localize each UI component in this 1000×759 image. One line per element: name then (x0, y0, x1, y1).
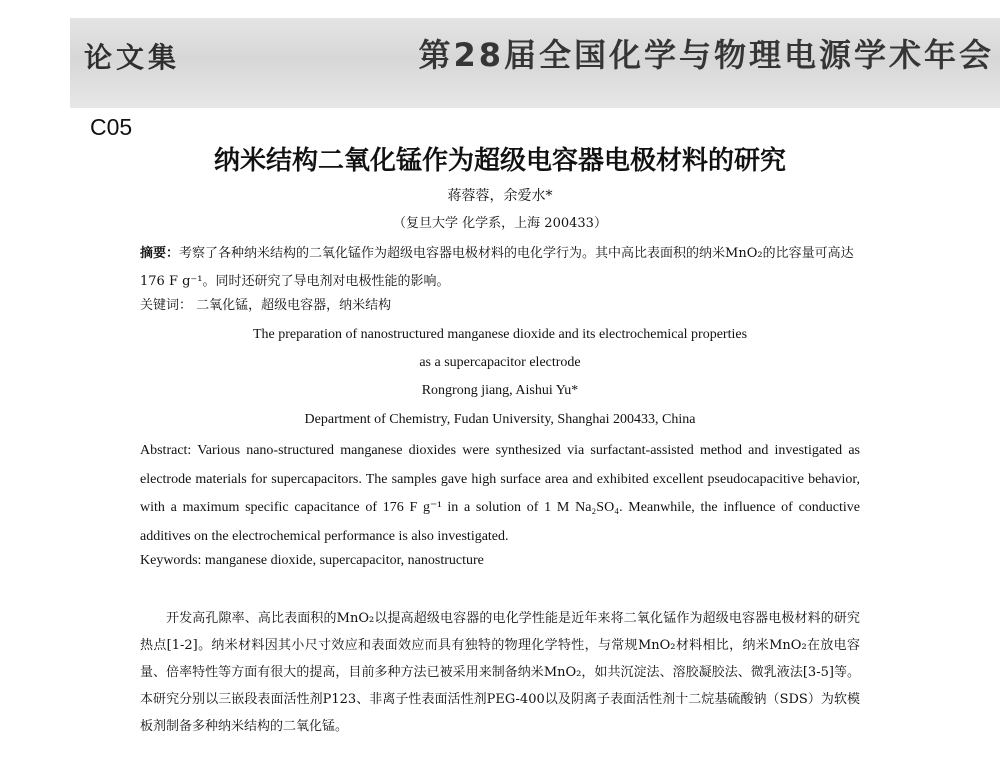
paper-title-en-line2: as a supercapacitor electrode (419, 355, 581, 370)
abstract-en: Abstract: Various nano-structured manganese dioxides were synthesized via surfactant-assisted method and investigated as electrode materials for supercapacitors. The samples gave high surface area and exhibited excellent pseudocapacitive behavior, with a maximum specific capacitance of 176 F g⁻¹ in a solution of 1 M Na₂SO₄. Meanwhile, the influence of conductive additives on the electrochemical performance is also investigated. (140, 443, 860, 544)
paper-code: C05 (90, 114, 133, 140)
paper-title-cn: 纳米结构二氧化锰作为超级电容器电极材料的研究 (213, 146, 786, 176)
abstract-cn-text: 考察了各种纳米结构的二氧化锰作为超级电容器电极材料的电化学行为。其中高比表面积的纳米MnO₂的比容量可高达176 F g⁻¹。同时还研究了导电剂对电极性能的影响。 (140, 246, 854, 289)
conference-title: 第28届全国化学与物理电源学术年会 (418, 36, 994, 74)
affiliation-cn: （复旦大学 化学系，上海 200433） (393, 216, 607, 231)
authors-cn: 蒋蓉蓉，余爱水* (447, 188, 553, 204)
keywords-en: Keywords: manganese dioxide, supercapacitor, nanostructure (140, 553, 484, 568)
affiliation-en: Department of Chemistry, Fudan University, Shanghai 200433, China (304, 412, 696, 427)
authors-en: Rongrong jiang, Aishui Yu* (421, 383, 579, 398)
proceedings-label: 论文集 (84, 41, 181, 74)
keywords-cn: 关键词： 二氧化锰，超级电容器，纳米结构 (140, 298, 392, 313)
body-paragraph: 开发高孔隙率、高比表面积的MnO₂以提高超级电容器的电化学性能是近年来将二氧化锰作为超级电容器电极材料的研究热点[1-2]。纳米材料因其小尺寸效应和表面效应而具有独特的物理化学特性，与常规MnO₂材料相比，纳米MnO₂在放电容量、倍率特性等方面有很大的提高，目前多种方法已被采用来制备纳米MnO₂，如共沉淀法、溶胶凝胶法、微乳液法[3-5]等。本研究分别以三嵌段表面活性剂P123、非离子性表面活性剂PEG-400以及阴离子表面活性剂十二烷基硫酸钠（SDS）为软模板剂制备多种纳米结构的二氧化锰。 (140, 611, 860, 734)
abstract-cn-label: 摘要： (140, 246, 180, 261)
paper-title-en-line1: The preparation of nanostructured manganese dioxide and its electrochemical properties (252, 327, 748, 342)
